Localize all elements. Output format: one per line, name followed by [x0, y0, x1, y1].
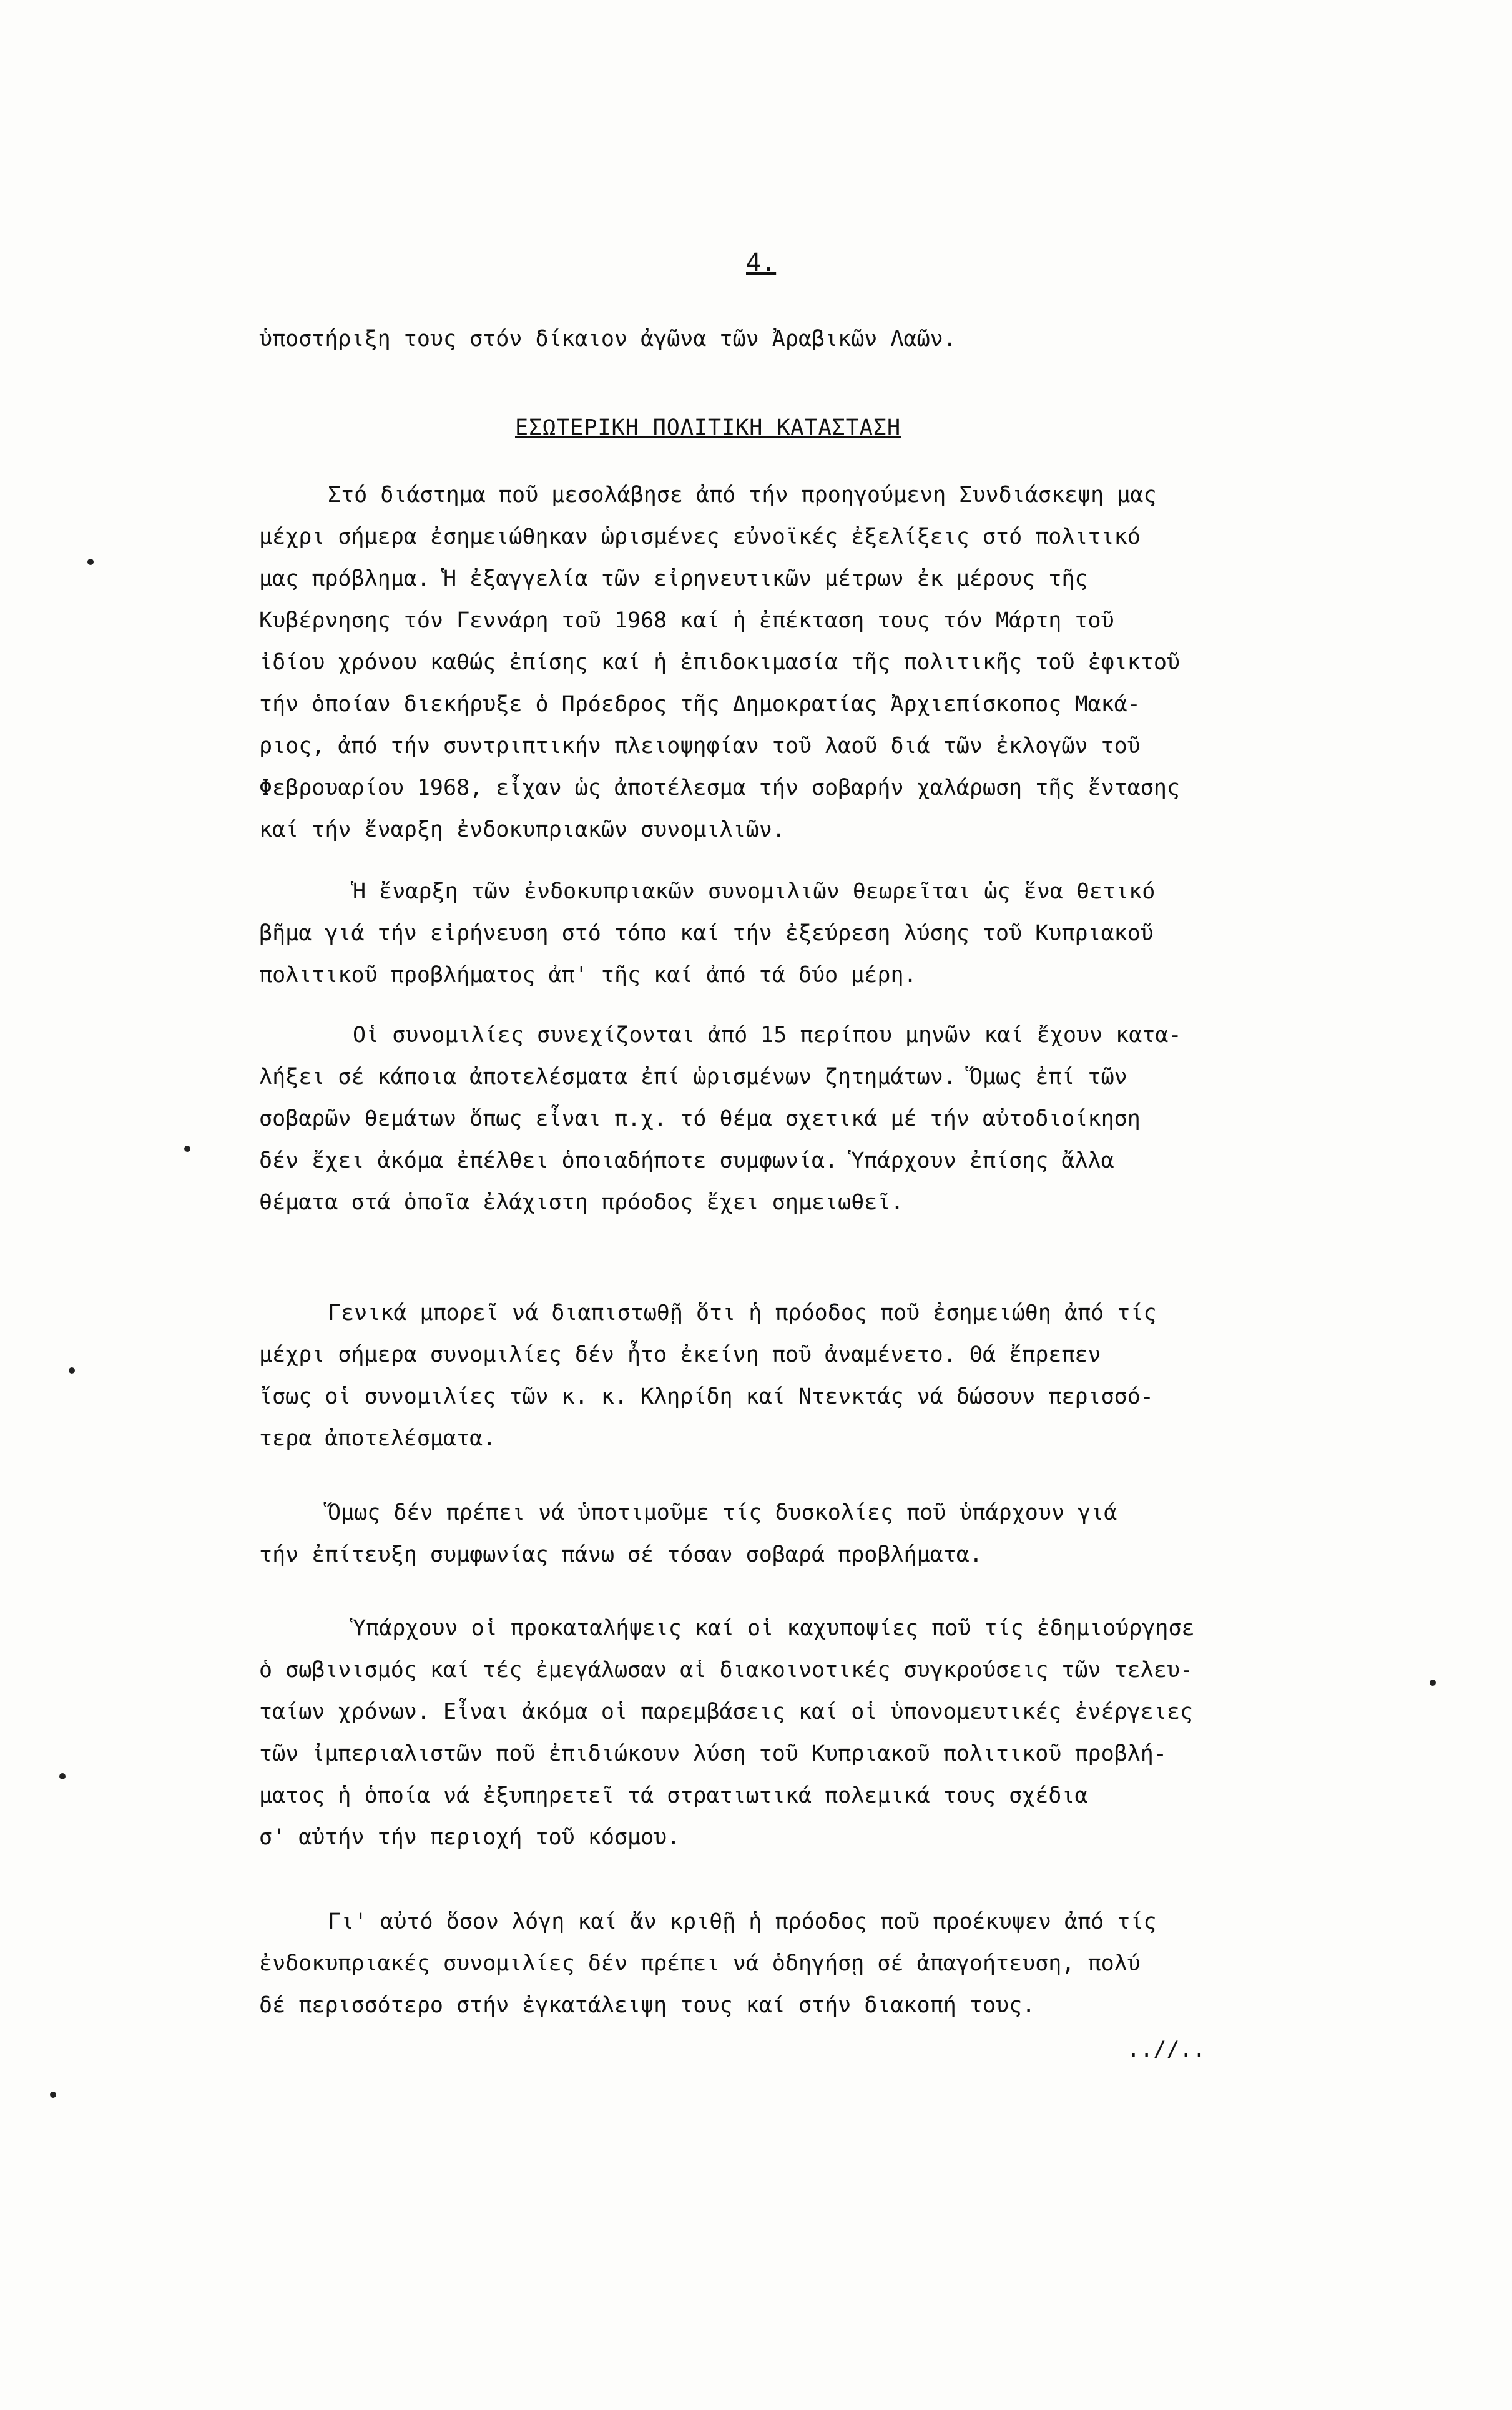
scan-speck	[184, 1146, 190, 1152]
scan-speck	[69, 1367, 75, 1374]
paragraph-line: καί τήν ἔναρξη ἐνδοκυπριακῶν συνομιλιῶν.	[259, 817, 785, 842]
paragraph-line: Ἡ ἔναρξη τῶν ἐνδοκυπριακῶν συνομιλιῶν θεωρεῖται ὡς ἕνα θετικό	[353, 879, 1156, 904]
scan-speck	[1430, 1680, 1436, 1686]
closing-mark-block	[1127, 2029, 1314, 2071]
scan-speck	[50, 2092, 56, 2098]
paragraph-line: τῶν ἰμπεριαλιστῶν ποῦ ἐπιδιώκουν λύση τοῦ Κυπριακοῦ πολιτικοῦ προβλή-	[259, 1741, 1167, 1766]
paragraph-line: μέχρι σήμερα ἐσημειώθηκαν ὡρισμένες εὐνοϊκές ἐξελίξεις στό πολιτικό	[259, 524, 1141, 549]
paragraph-line: βῆμα γιά τήν εἰρήνευση στό τόπο καί τήν ἐξεύρεση λύσης τοῦ Κυπριακοῦ	[259, 921, 1154, 946]
paragraph-7	[259, 1901, 1464, 2027]
paragraph-line: ἴσως οἱ συνομιλίες τῶν κ. κ. Κληρίδη καί Ντενκτάς νά δώσουν περισσό-	[259, 1384, 1154, 1409]
paragraph-6	[259, 1608, 1464, 1859]
closing-mark: ..//..	[1127, 2037, 1206, 2062]
paragraph-line: λήξει σέ κάποια ἀποτελέσματα ἐπί ὡρισμένων ζητημάτων. Ὅμως ἐπί τῶν	[259, 1065, 1127, 1089]
paragraph-line: Κυβέρνησης τόν Γεννάρη τοῦ 1968 καί ἡ ἐπέκταση τους τόν Μάρτη τοῦ	[259, 608, 1114, 633]
paragraph-line: τερα ἀποτελέσματα.	[259, 1426, 496, 1451]
paragraph-line: Γι' αὐτό ὅσον λόγη καί ἄν κριθῇ ἡ πρόοδος ποῦ προέκυψεν ἀπό τίς	[328, 1909, 1157, 1934]
paragraph-line: μας πρόβλημα. Ἡ ἐξαγγελία τῶν εἰρηνευτικῶν μέτρων ἐκ μέρους τῆς	[259, 566, 1088, 591]
paragraph-line: Ὅμως δέν πρέπει νά ὑποτιμοῦμε τίς δυσκολίες ποῦ ὑπάρχουν γιά	[328, 1500, 1117, 1525]
paragraph-line: ριος, ἀπό τήν συντριπτικήν πλειοψηφίαν τοῦ λαοῦ διά τῶν ἐκλογῶν τοῦ	[259, 734, 1141, 759]
paragraph-line: ματος ἡ ὁποία νά ἐξυπηρετεῖ τά στρατιωτικά πολεμικά τους σχέδια	[259, 1783, 1088, 1808]
opening-line: ὑποστήριξη τους στόν δίκαιον ἀγῶνα τῶν Ἀραβικῶν Λαῶν.	[259, 327, 956, 352]
paragraph-line: Οἱ συνομιλίες συνεχίζονται ἀπό 15 περίπου μηνῶν καί ἔχουν κατα-	[353, 1023, 1182, 1048]
paragraph-line: δέν ἔχει ἀκόμα ἐπέλθει ὁποιαδήποτε συμφωνία. Ὑπάρχουν ἐπίσης ἄλλα	[259, 1148, 1114, 1173]
paragraph-2	[259, 871, 1464, 996]
opening-line-block	[259, 318, 1464, 360]
paragraph-line: ἰδίου χρόνου καθώς ἐπίσης καί ἡ ἐπιδοκιμασία τῆς πολιτικῆς τοῦ ἐφικτοῦ	[259, 650, 1181, 675]
section-heading: ΕΣΩΤΕΡΙΚΗ ΠΟΛΙΤΙΚΗ ΚΑΤΑΣΤΑΣΗ	[515, 415, 901, 440]
paragraph-line: ἐνδοκυπριακές συνομιλίες δέν πρέπει νά ὁδηγήσῃ σέ ἀπαγοήτευση, πολύ	[259, 1951, 1141, 1976]
paragraph-5	[259, 1492, 1464, 1576]
paragraph-1	[259, 475, 1464, 851]
paragraph-line: σοβαρῶν θεμάτων ὅπως εἶναι π.χ. τό θέμα σχετικά μέ τήν αὐτοδιοίκηση	[259, 1106, 1141, 1131]
paragraph-line: δέ περισσότερο στήν ἐγκατάλειψη τους καί στήν διακοπή τους.	[259, 1993, 1036, 2018]
scan-speck	[59, 1773, 66, 1779]
paragraph-line: Γενικά μπορεῖ νά διαπιστωθῇ ὅτι ἡ πρόοδος ποῦ ἐσημειώθη ἀπό τίς	[328, 1301, 1157, 1326]
paragraph-4	[259, 1292, 1464, 1460]
paragraph-3	[259, 1015, 1464, 1224]
paragraph-line: μέχρι σήμερα συνομιλίες δέν ἦτο ἐκείνη ποῦ ἀναμένετο. Θά ἔπρεπεν	[259, 1342, 1101, 1367]
paragraph-line: Ὑπάρχουν οἱ προκαταλήψεις καί οἱ καχυποψίες ποῦ τίς ἐδημιούργησε	[353, 1616, 1195, 1641]
paragraph-line: ταίων χρόνων. Εἶναι ἀκόμα οἱ παρεμβάσεις καί οἱ ὑπονομευτικές ἐνέργειες	[259, 1699, 1194, 1724]
scan-speck	[87, 559, 94, 565]
paragraph-line: τήν ἐπίτευξη συμφωνίας πάνω σέ τόσαν σοβαρά προβλήματα.	[259, 1542, 983, 1567]
paragraph-line: πολιτικοῦ προβλήματος ἀπ' τῆς καί ἀπό τά δύο μέρη.	[259, 963, 917, 988]
paragraph-line: σ' αὐτήν τήν περιοχή τοῦ κόσμου.	[259, 1825, 680, 1850]
paragraph-line: τήν ὁποίαν διεκήρυξε ὁ Πρόεδρος τῆς Δημοκρατίας Ἀρχιεπίσκοπος Μακά-	[259, 692, 1141, 717]
paragraph-line: Στό διάστημα ποῦ μεσολάβησε ἀπό τήν προηγούμενη Συνδιάσκεψη μας	[328, 483, 1157, 508]
paragraph-line: ὁ σωβινισμός καί τές ἐμεγάλωσαν αἱ διακοινοτικές συγκρούσεις τῶν τελευ-	[259, 1658, 1194, 1683]
paragraph-line: θέματα στά ὁποῖα ἐλάχιστη πρόοδος ἔχει σημειωθεῖ.	[259, 1190, 904, 1215]
page-number: 4.	[746, 248, 777, 277]
paragraph-line: Φεβρουαρίου 1968, εἶχαν ὡς ἀποτέλεσμα τήν σοβαρήν χαλάρωση τῆς ἔντασης	[259, 775, 1181, 800]
